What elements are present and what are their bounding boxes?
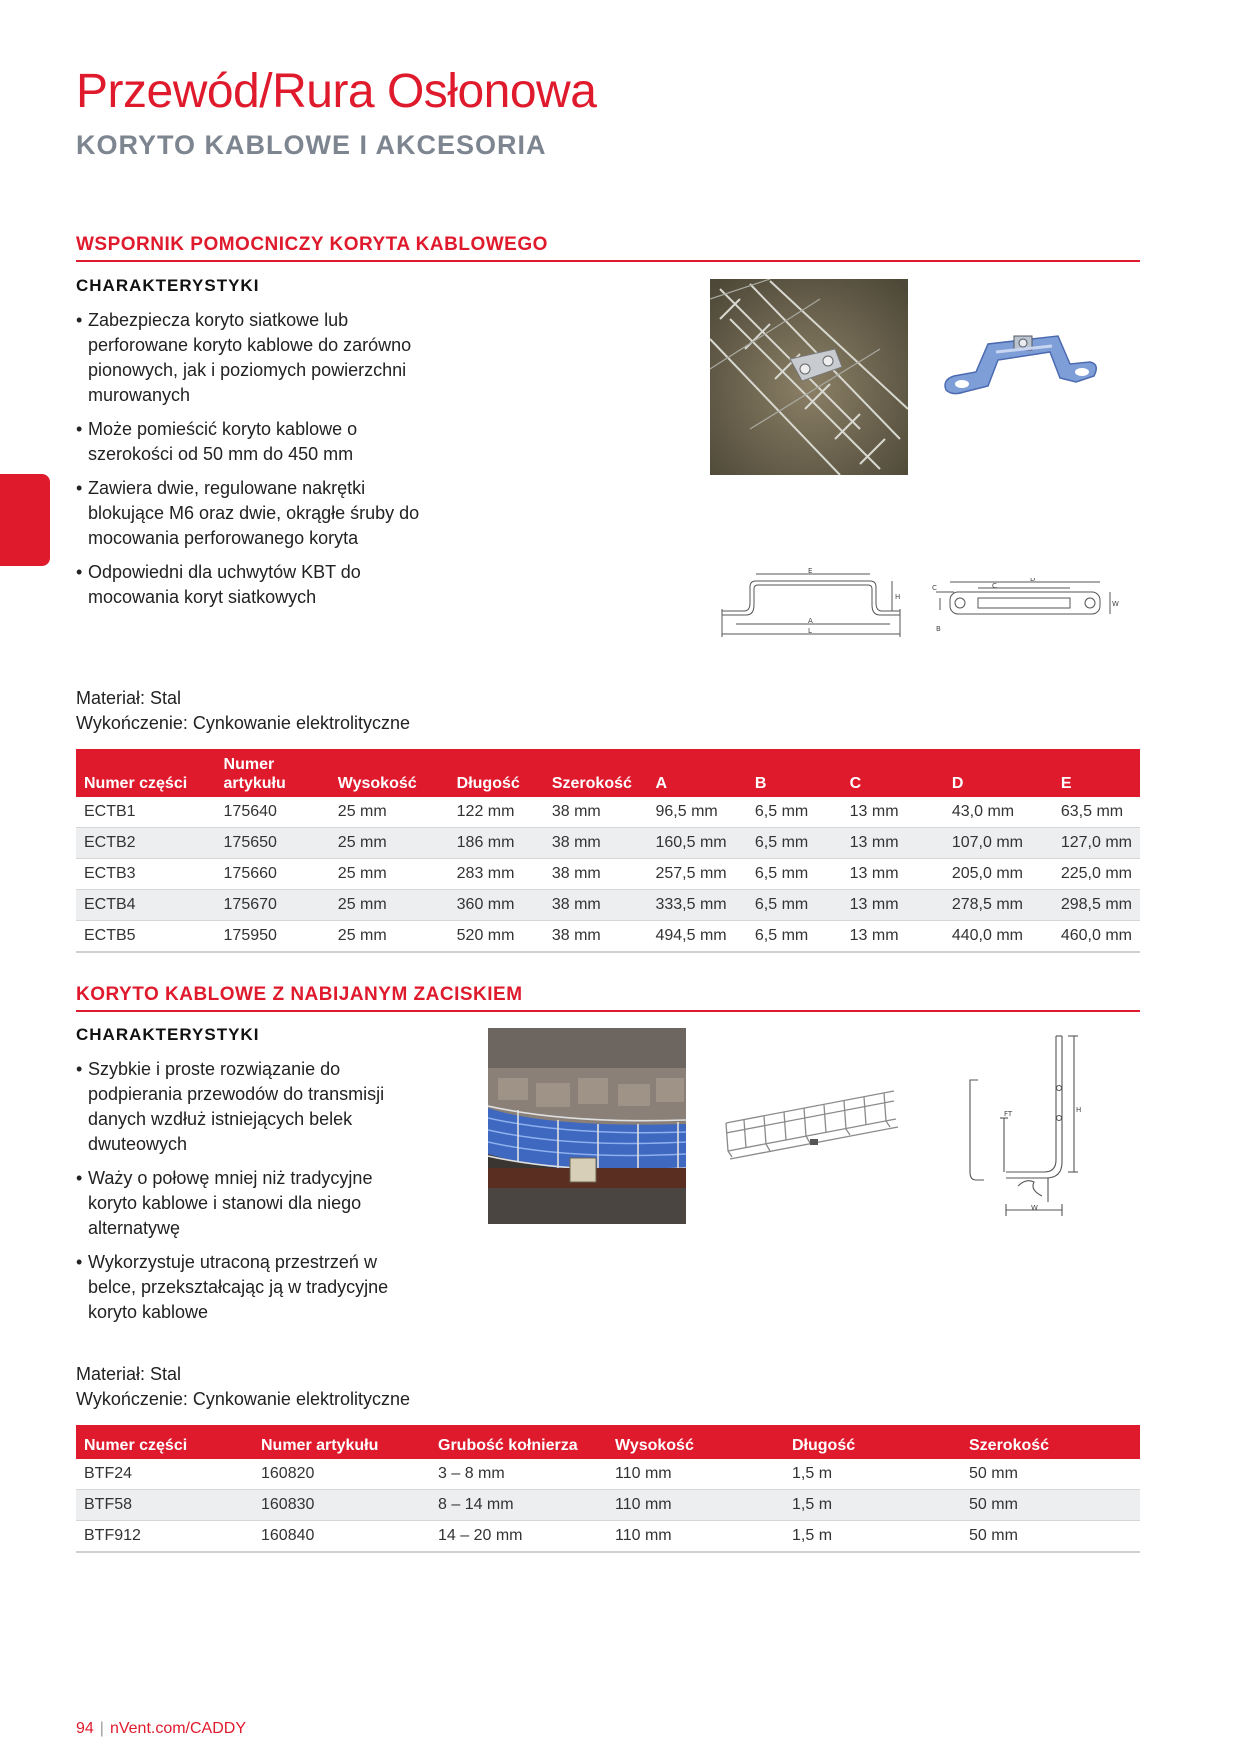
dim-label-l: L [808, 627, 812, 635]
table-cell: 38 mm [544, 797, 648, 828]
table-cell: ECTB1 [76, 797, 216, 828]
features-heading: CHARAKTERYSTYKI [76, 1025, 260, 1044]
table-cell: 6,5 mm [747, 797, 842, 828]
table-cell: 257,5 mm [647, 859, 746, 890]
dim-label-ft: FT [1004, 1110, 1013, 1118]
table-cell: 205,0 mm [944, 859, 1053, 890]
bracket-top-drawing [930, 578, 1130, 638]
table-cell: 225,0 mm [1053, 859, 1140, 890]
table-cell: 50 mm [961, 1521, 1140, 1553]
table-cell: 160830 [253, 1490, 430, 1521]
dim-label-e: E [808, 567, 813, 575]
table-cell: 25 mm [330, 890, 449, 921]
column-header: Numer części [76, 1425, 253, 1459]
page-title: Przewód/Rura Osłonowa [76, 65, 597, 118]
table-cell: 160,5 mm [647, 828, 746, 859]
table-cell: 175660 [216, 859, 330, 890]
side-tab-marker [0, 474, 50, 566]
table-row [76, 921, 1140, 953]
table-cell: BTF58 [76, 1490, 253, 1521]
table-cell: 6,5 mm [747, 921, 842, 953]
dim-label-a: A [808, 617, 813, 625]
table-cell: ECTB5 [76, 921, 216, 953]
table-cell: 13 mm [842, 859, 944, 890]
table-cell: 175950 [216, 921, 330, 953]
table-cell: 38 mm [544, 828, 648, 859]
features-list [76, 1057, 416, 1334]
bracket-product-photo [940, 330, 1100, 415]
table-cell: 175670 [216, 890, 330, 921]
column-header: Długość [784, 1425, 961, 1459]
table-row [76, 859, 1140, 890]
finish-text: Wykończenie: Cynkowanie elektrolityczne [76, 713, 410, 733]
table-cell: 110 mm [607, 1490, 784, 1521]
column-header: Numer artykułu [216, 749, 330, 797]
feature-item: • Waży o połowę mniej niż tradycyjne koryto kablowe i stanowi dla niego alternatywę [76, 1166, 416, 1241]
feature-item: • Zawiera dwie, regulowane nakrętki blokujące M6 oraz dwie, okrągłe śruby do mocowania perforowanego koryta [76, 476, 446, 551]
column-header: A [647, 749, 746, 797]
bracket-spec-table [76, 749, 1140, 953]
table-cell: 38 mm [544, 859, 648, 890]
footer-separator: | [99, 1720, 104, 1737]
table-cell: 13 mm [842, 890, 944, 921]
material-text: Materiał: Stal [76, 688, 182, 708]
dim-label-w: W [1031, 1204, 1038, 1212]
table-cell: 38 mm [544, 921, 648, 953]
table-row [76, 828, 1140, 859]
wire-tray-photo [724, 1085, 900, 1165]
footer-link[interactable]: nVent.com/CADDY [109, 1720, 247, 1737]
column-header: E [1053, 749, 1140, 797]
tray-installed-photo [488, 1028, 686, 1224]
table-cell: 13 mm [842, 921, 944, 953]
section-title-bracket: WSPORNIK POMOCNICZY KORYTA KABLOWEGO [76, 234, 1140, 262]
table-cell: 175640 [216, 797, 330, 828]
features-heading: CHARAKTERYSTYKI [76, 276, 260, 295]
feature-item: • Wykorzystuje utraconą przestrzeń w belce, przekształcając ją w tradycyjne koryto kablowe [76, 1250, 416, 1325]
table-cell: 110 mm [607, 1459, 784, 1490]
table-cell: ECTB3 [76, 859, 216, 890]
bracket-side-drawing [716, 565, 912, 641]
table-cell: 110 mm [607, 1521, 784, 1553]
feature-item: • Odpowiedni dla uchwytów KBT do mocowania koryt siatkowych [76, 560, 446, 610]
table-cell: 63,5 mm [1053, 797, 1140, 828]
table-cell: 6,5 mm [747, 859, 842, 890]
column-header: Szerokość [544, 749, 648, 797]
section-title-tray: KORYTO KABLOWE Z NABIJANYM ZACISKIEM [76, 984, 1140, 1012]
table-cell: 122 mm [449, 797, 544, 828]
table-cell: 160840 [253, 1521, 430, 1553]
bracket-installed-photo [710, 279, 908, 475]
table-cell: 298,5 mm [1053, 890, 1140, 921]
table-cell: 440,0 mm [944, 921, 1053, 953]
table-cell: 38 mm [544, 890, 648, 921]
table-cell: 25 mm [330, 797, 449, 828]
table-cell: 13 mm [842, 828, 944, 859]
table-cell: 127,0 mm [1053, 828, 1140, 859]
feature-item: • Szybkie i proste rozwiązanie do podpierania przewodów do transmisji danych wzdłuż istniejących belek dwuteowych [76, 1057, 416, 1157]
table-cell: 460,0 mm [1053, 921, 1140, 953]
table-row [76, 797, 1140, 828]
features-list [76, 308, 446, 619]
table-cell: 186 mm [449, 828, 544, 859]
table-cell: 333,5 mm [647, 890, 746, 921]
column-header: D [944, 749, 1053, 797]
dim-label-h: H [895, 593, 901, 601]
tray-spec-table [76, 1425, 1140, 1553]
material-text: Materiał: Stal [76, 1364, 182, 1384]
table-cell: 107,0 mm [944, 828, 1053, 859]
column-header: Numer artykułu [253, 1425, 430, 1459]
table-row [76, 1459, 1140, 1490]
table-cell: 278,5 mm [944, 890, 1053, 921]
table-cell: 13 mm [842, 797, 944, 828]
table-cell: 360 mm [449, 890, 544, 921]
table-cell: 50 mm [961, 1459, 1140, 1490]
table-cell: 520 mm [449, 921, 544, 953]
table-cell: ECTB4 [76, 890, 216, 921]
table-cell: 25 mm [330, 859, 449, 890]
table-cell: BTF24 [76, 1459, 253, 1490]
dim-label-h: H [1076, 1106, 1082, 1114]
table-cell: 283 mm [449, 859, 544, 890]
column-header: Wysokość [330, 749, 449, 797]
table-cell: 8 – 14 mm [430, 1490, 607, 1521]
dim-label-c2: C [992, 582, 997, 590]
table-cell: 6,5 mm [747, 828, 842, 859]
table-cell: ECTB2 [76, 828, 216, 859]
column-header: Grubość kołnierza [430, 1425, 607, 1459]
table-cell: 96,5 mm [647, 797, 746, 828]
table-cell: 3 – 8 mm [430, 1459, 607, 1490]
table-cell: BTF912 [76, 1521, 253, 1553]
column-header: Długość [449, 749, 544, 797]
tray-section-drawing [960, 1030, 1100, 1225]
table-cell: 175650 [216, 828, 330, 859]
table-row [76, 1521, 1140, 1553]
page-number: 94 [76, 1720, 94, 1737]
table-cell: 494,5 mm [647, 921, 746, 953]
table-cell: 25 mm [330, 921, 449, 953]
table-cell: 160820 [253, 1459, 430, 1490]
table-row [76, 1490, 1140, 1521]
column-header: Wysokość [607, 1425, 784, 1459]
table-row [76, 890, 1140, 921]
column-header: Szerokość [961, 1425, 1140, 1459]
table-cell: 1,5 m [784, 1490, 961, 1521]
feature-item: • Zabezpiecza koryto siatkowe lub perforowane koryto kablowe do zarówno pionowych, jak i poziomych powierzchni murowanych [76, 308, 446, 408]
column-header: Numer części [76, 749, 216, 797]
table-cell: 6,5 mm [747, 890, 842, 921]
dim-label-w: W [1112, 600, 1119, 608]
column-header: B [747, 749, 842, 797]
dim-label-c: C [932, 584, 937, 592]
page-subtitle: KORYTO KABLOWE I AKCESORIA [76, 130, 547, 160]
table-cell: 14 – 20 mm [430, 1521, 607, 1553]
table-cell: 25 mm [330, 828, 449, 859]
column-header: C [842, 749, 944, 797]
dim-label-d: D [1030, 578, 1036, 583]
table-cell: 1,5 m [784, 1459, 961, 1490]
page-footer [76, 1720, 246, 1738]
table-cell: 43,0 mm [944, 797, 1053, 828]
table-cell: 1,5 m [784, 1521, 961, 1553]
table-cell: 50 mm [961, 1490, 1140, 1521]
feature-item: • Może pomieścić koryto kablowe o szerokości od 50 mm do 450 mm [76, 417, 446, 467]
dim-label-b: B [936, 625, 941, 633]
finish-text: Wykończenie: Cynkowanie elektrolityczne [76, 1389, 410, 1409]
